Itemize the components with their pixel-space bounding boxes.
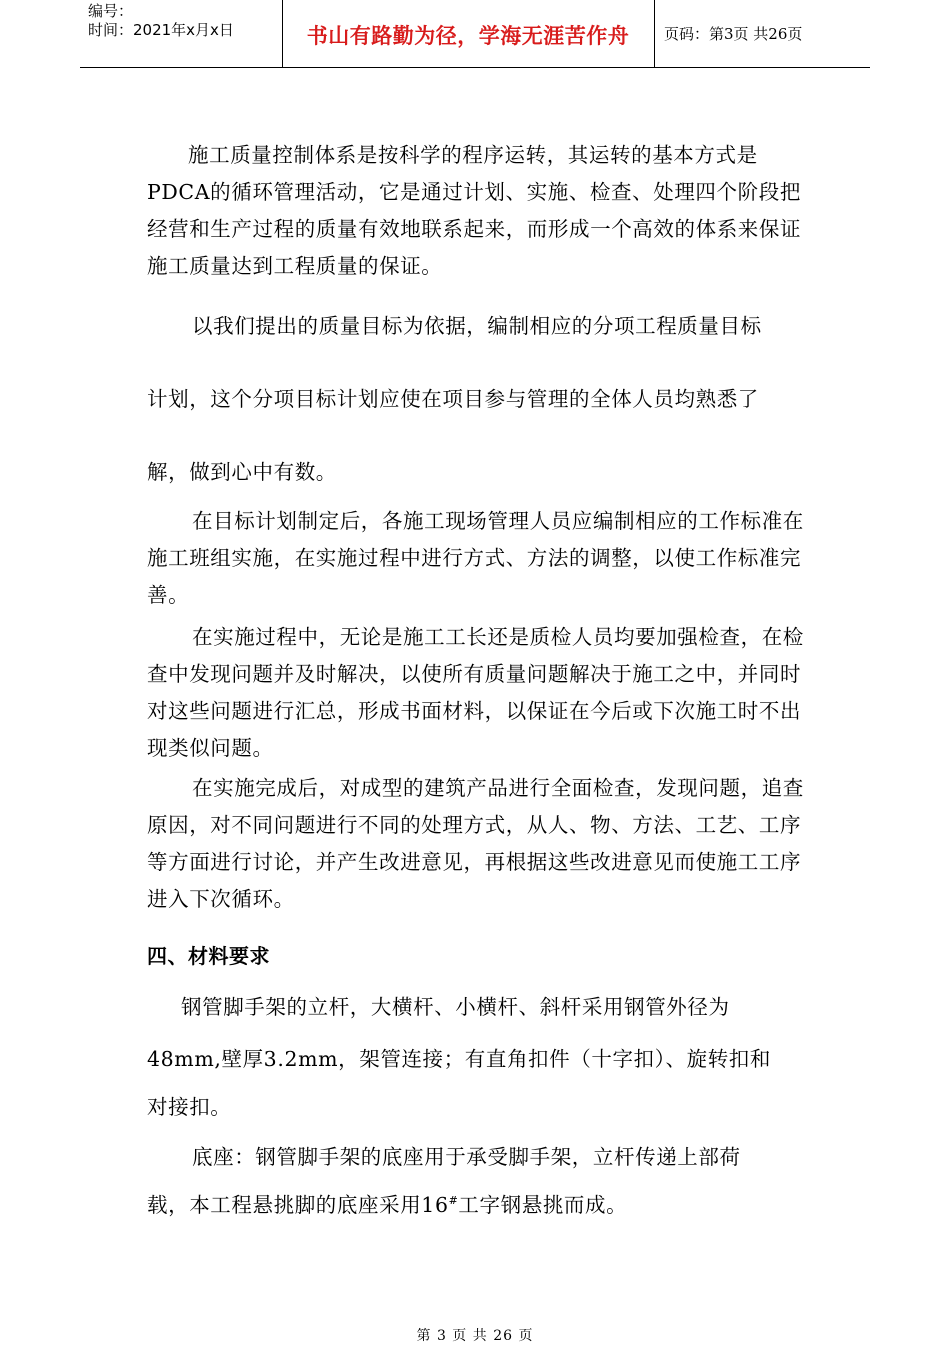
base-line: 底座：钢管脚手架的底座用于承受脚手架，立杆传递上部荷 bbox=[192, 1145, 741, 1169]
base-line-text-end: 工字钢悬挑而成。 bbox=[458, 1193, 628, 1217]
paragraph-pdca: 施工质量控制体系是按科学的程序运转，其运转的基本方式是PDCA的循环管理活动，它是通过计划、实施、检查、处理四个阶段把经营和生产过程的质量有效地联系起来，而形成一个高效的体系来保证施工质量达到工程质量的保证。 bbox=[147, 143, 802, 278]
header-page-number: 页码：第3页 共26页 bbox=[664, 25, 803, 43]
base-line bbox=[147, 1188, 627, 1218]
paragraph-target-line: 以我们提出的质量目标为依据，编制相应的分项工程质量目标 bbox=[192, 314, 762, 338]
page-footer: 第 3 页 共 26 页 bbox=[416, 1328, 534, 1344]
material-line: 钢管脚手架的立杆，大横杆、小横杆、斜杆采用钢管外径为 bbox=[181, 995, 730, 1019]
base-line-superscript: # bbox=[448, 1194, 459, 1208]
paragraph-inspection: 在实施过程中，无论是施工工长还是质检人员均要加强检查，在检查中发现问题并及时解决，以使所有质量问题解决于施工之中，并同时对这些问题进行汇总，形成书面材料，以保证在今后或下次施工时不出现类似问题。 bbox=[147, 625, 804, 760]
base-line-text: 载，本工程悬挑脚的底座采用16 bbox=[147, 1193, 449, 1217]
document-date: 时间：2021年x月x日 bbox=[88, 21, 234, 39]
section-heading: 四、材料要求 bbox=[147, 944, 270, 968]
header-divider bbox=[654, 0, 655, 68]
paragraph-target-line: 计划，这个分项目标计划应使在项目参与管理的全体人员均熟悉了 bbox=[147, 387, 759, 411]
header-motto: 书山有路勤为径，学海无涯苦作舟 bbox=[306, 24, 630, 48]
material-line: 对接扣。 bbox=[147, 1095, 232, 1119]
page-header bbox=[80, 0, 870, 68]
paragraph-work-standard: 在目标计划制定后，各施工现场管理人员应编制相应的工作标准在施工班组实施，在实施过程中进行方式、方法的调整，以使工作标准完善。 bbox=[147, 509, 804, 607]
document-number: 编号： bbox=[88, 2, 134, 20]
material-line: 48mm,壁厚3.2mm，架管连接；有直角扣件（十字扣）、旋转扣和 bbox=[147, 1047, 772, 1071]
paragraph-target-line: 解，做到心中有数。 bbox=[147, 460, 337, 484]
header-rule bbox=[80, 67, 870, 68]
paragraph-completion: 在实施完成后，对成型的建筑产品进行全面检查，发现问题，追查原因，对不同问题进行不同的处理方式，从人、物、方法、工艺、工序等方面进行讨论，并产生改进意见，再根据这些改进意见而使施工工序进入下次循环。 bbox=[147, 776, 804, 911]
header-meta bbox=[88, 2, 234, 40]
